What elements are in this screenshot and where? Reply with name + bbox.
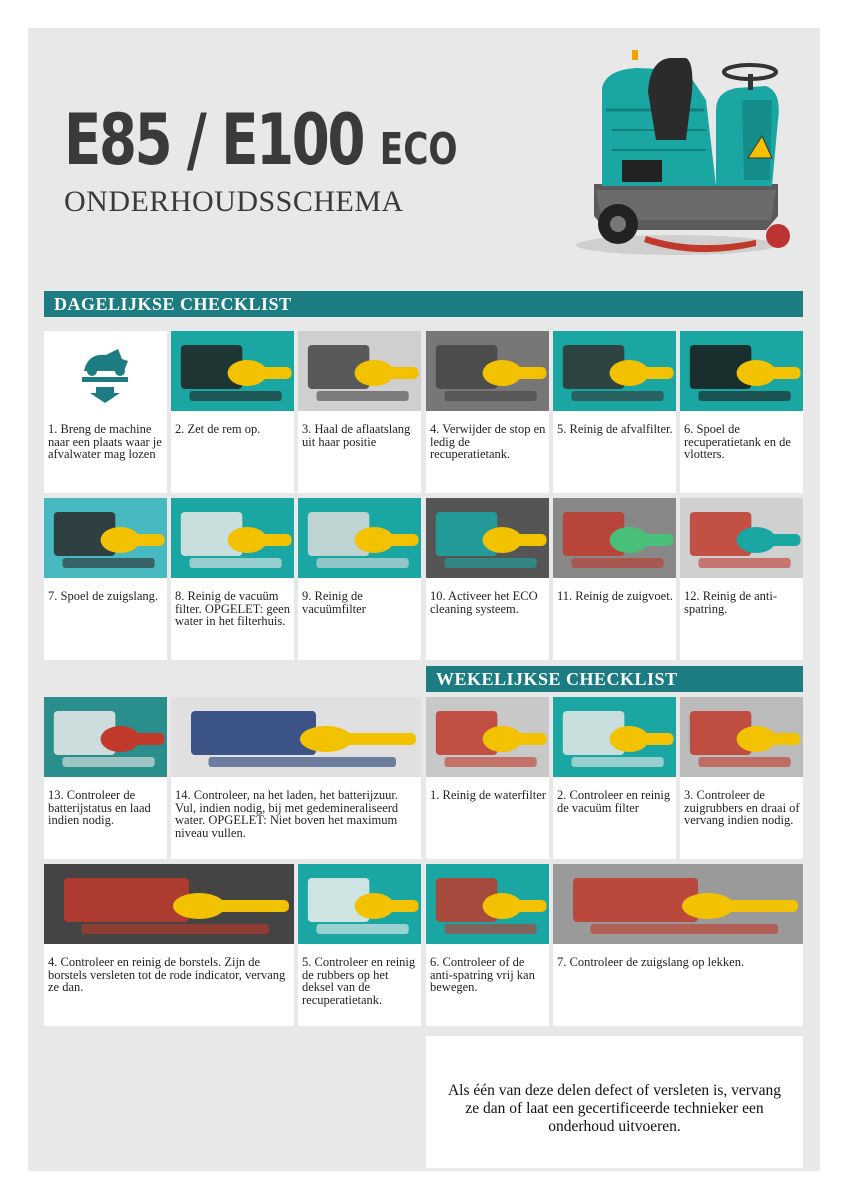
footer-note: Als één van deze delen defect of versleten is, vervang ze dan of laat een gecertificeerde technieker een onderhoud uitvoeren.: [447, 1082, 782, 1135]
step-caption: 6. Controleer of de anti-spatring vrij kan bewegen.: [430, 955, 535, 994]
step-caption: 7. Spoel de zuigslang.: [48, 589, 159, 603]
step-photo: [680, 331, 803, 411]
step-photo: [553, 331, 676, 411]
step-photo: [171, 331, 294, 411]
scrubber-machine-image: [566, 40, 802, 262]
weekly-step-card: [553, 697, 676, 859]
weekly-step-card: [680, 697, 803, 859]
daily-step-card: [44, 331, 167, 493]
step-photo: [171, 498, 294, 578]
step-photo: [44, 498, 167, 578]
daily-step-card: [44, 697, 167, 859]
step-photo: [553, 697, 676, 777]
page-title: [64, 98, 458, 192]
daily-step-card: [680, 331, 803, 493]
daily-checklist-banner: DAGELIJKSE CHECKLIST: [44, 291, 803, 317]
daily-step-card: [171, 498, 294, 660]
step-photo: [44, 864, 294, 944]
daily-step-card: [426, 331, 549, 493]
step-caption: 4. Controleer en reinig de borstels. Zijn de borstels versleten tot de rode indicator, vervang ze dan.: [48, 955, 286, 994]
weekly-checklist-banner: WEKELIJKSE CHECKLIST: [426, 666, 803, 692]
weekly-step-card: [298, 864, 421, 1026]
step-caption: 3. Haal de aflaatslang uit haar positie: [302, 422, 411, 449]
step-photo: [44, 697, 167, 777]
weekly-step-card: [426, 697, 549, 859]
step-caption: 2. Controleer en reinig de vacuüm filter: [557, 788, 671, 815]
step-photo: [426, 697, 549, 777]
step-caption: 13. Controleer de batterijstatus en laad indien nodig.: [48, 788, 151, 827]
step-caption: 1. Reinig de waterfilter: [430, 788, 546, 802]
step-caption: 7. Controleer de zuigslang op lekken.: [557, 955, 745, 969]
step-caption: 1. Breng de machine naar een plaats waar je afvalwater mag lozen: [48, 422, 162, 461]
daily-step-card: [553, 331, 676, 493]
weekly-step-card: [44, 864, 294, 1026]
daily-step-card: [553, 498, 676, 660]
step-caption: 9. Reinig de vacuümfilter: [302, 589, 366, 616]
title-eco: ECO: [379, 124, 458, 175]
step-caption: 5. Reinig de afvalfilter.: [557, 422, 673, 436]
step-caption: 12. Reinig de anti-spatring.: [684, 589, 778, 616]
daily-step-card: [44, 498, 167, 660]
step-photo: [553, 864, 803, 944]
daily-step-card: [171, 697, 421, 859]
step-caption: 5. Controleer en reinig de rubbers op het deksel van de recuperatietank.: [302, 955, 416, 1007]
step-photo: [553, 498, 676, 578]
weekly-step-card: [553, 864, 803, 1026]
step-photo: [426, 864, 549, 944]
step-photo: [298, 498, 421, 578]
weekly-step-card: [426, 864, 549, 1026]
step-photo: [680, 697, 803, 777]
step-caption: 6. Spoel de recuperatietank en de vlotters.: [684, 422, 791, 461]
step-caption: 4. Verwijder de stop en ledig de recuperatietank.: [430, 422, 546, 461]
step-caption: 3. Controleer de zuigrubbers en draai of vervang indien nodig.: [684, 788, 800, 827]
drain-location-icon: [44, 331, 167, 411]
daily-step-card: [298, 498, 421, 660]
title-models: E85 / E100: [64, 99, 364, 181]
step-photo: [298, 864, 421, 944]
daily-step-card: [680, 498, 803, 660]
footer-note-box: [426, 1036, 803, 1168]
step-caption: 8. Reinig de vacuüm filter. OPGELET: geen water in het filterhuis.: [175, 589, 290, 628]
step-photo: [426, 331, 549, 411]
step-photo: [426, 498, 549, 578]
step-photo: [171, 697, 421, 777]
daily-step-card: [171, 331, 294, 493]
page-subtitle: ONDERHOUDSSCHEMA: [64, 185, 404, 218]
step-caption: 10. Activeer het ECO cleaning systeem.: [430, 589, 538, 616]
step-caption: 14. Controleer, na het laden, het batterijzuur. Vul, indien nodig, bij met gedemineraliseerd water. OPGELET: Niet boven het maximum niveau vullen.: [175, 788, 399, 840]
step-caption: 2. Zet de rem op.: [175, 422, 261, 436]
step-caption: 11. Reinig de zuigvoet.: [557, 589, 673, 603]
step-photo: [298, 331, 421, 411]
step-photo: [680, 498, 803, 578]
daily-step-card: [426, 498, 549, 660]
daily-step-card: [298, 331, 421, 493]
